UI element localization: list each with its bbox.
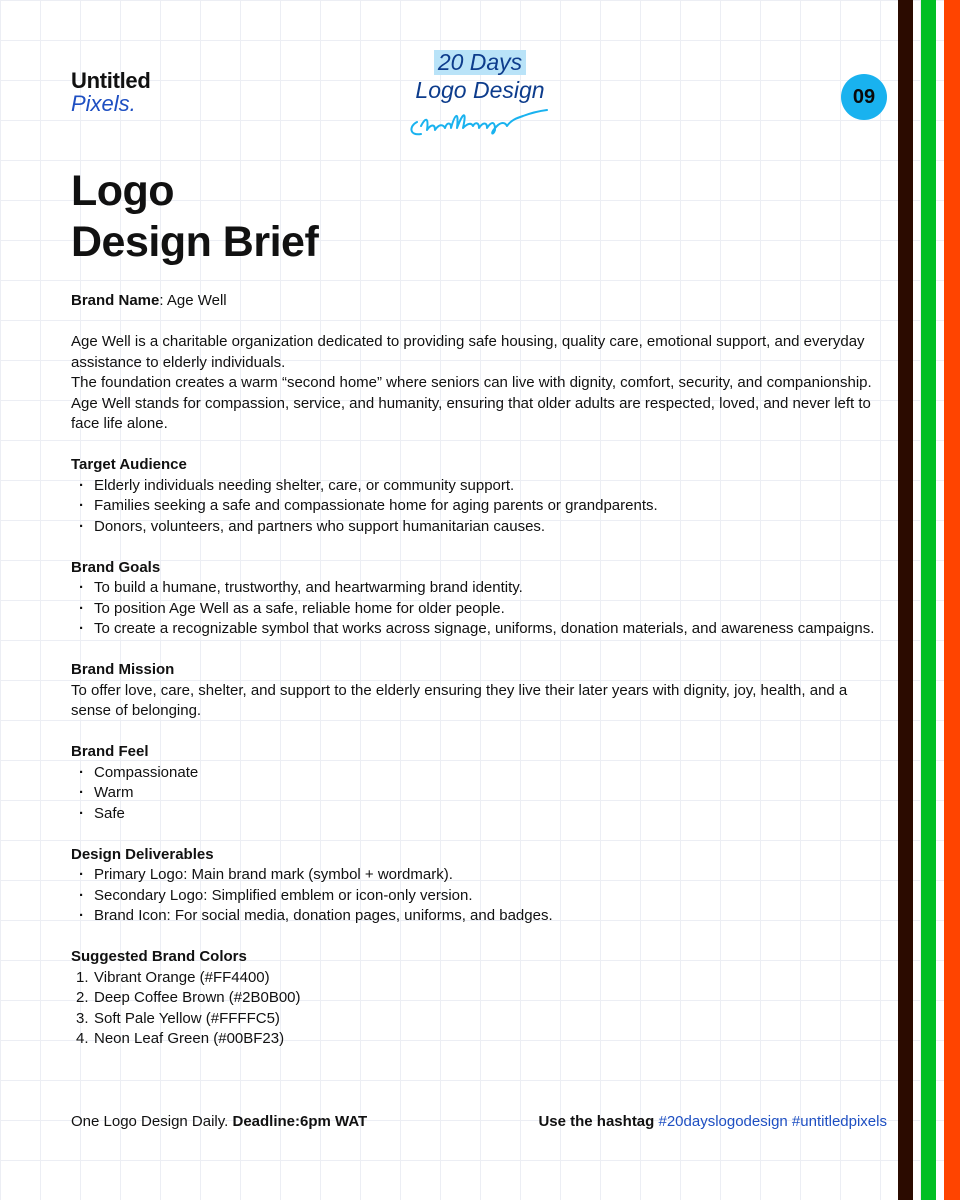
list-item xyxy=(71,1029,886,1050)
brand-name-line xyxy=(71,291,886,312)
intro-paragraph-1: Age Well is a charitable organization dedicated to providing safe housing, quality care, emotional support, and everyday assistance to elderly individuals. xyxy=(71,333,865,371)
list-item: · Warm xyxy=(71,783,886,804)
brand-colors-heading: Suggested Brand Colors xyxy=(71,948,247,965)
list-item: · Donors, volunteers, and partners who support humanitarian causes. xyxy=(71,517,886,538)
brief-content xyxy=(71,291,886,1050)
footer-daily-note xyxy=(71,1113,367,1130)
title-line-2: Design Brief xyxy=(71,218,319,266)
design-deliverables-heading: Design Deliverables xyxy=(71,845,214,863)
target-audience-heading: Target Audience xyxy=(71,456,187,473)
hashtag-label: Use the hashtag xyxy=(538,1113,659,1130)
brand-feel-heading: Brand Feel xyxy=(71,743,149,760)
brand-colors-list xyxy=(71,968,886,1050)
page-title xyxy=(71,166,318,268)
list-item: · To build a humane, trustworthy, and heartwarming brand identity. xyxy=(71,578,886,599)
brand-feel-list xyxy=(71,763,886,825)
list-item: · Brand Icon: For social media, donation pages, uniforms, and badges. xyxy=(71,906,886,927)
untitled-pixels-logo xyxy=(71,70,150,115)
stripe-brown xyxy=(898,0,913,1200)
challenge-logo-design: Logo Design xyxy=(415,77,545,103)
color-label: Neon Leaf Green (#00BF23) xyxy=(94,1030,285,1047)
challenge-script-lettering xyxy=(405,104,555,138)
color-label: Soft Pale Yellow (#FFFFC5) xyxy=(94,1009,280,1027)
logo-line-2: Pixels. xyxy=(71,91,136,116)
list-item xyxy=(71,988,886,1009)
list-item: · Families seeking a safe and compassionate home for aging parents or grandparents. xyxy=(71,496,886,517)
list-item: · Compassionate xyxy=(71,763,886,784)
stripe-gap xyxy=(913,0,921,1200)
brand-name-label: Brand Name xyxy=(71,292,160,309)
intro-paragraph-2: The foundation creates a warm “second home” where seniors can live with dignity, comfort, security, and companionship. xyxy=(71,374,872,391)
brand-name-value: Age Well xyxy=(166,292,227,309)
logo-line-1: Untitled xyxy=(71,68,151,93)
list-item xyxy=(71,968,886,989)
color-label: Vibrant Orange (#FF4400) xyxy=(94,968,270,986)
footer-hashtags xyxy=(538,1113,887,1130)
stripe-gap xyxy=(936,0,944,1200)
list-item: · Safe xyxy=(71,804,886,825)
list-number: 1. xyxy=(76,968,89,986)
stripe-orange xyxy=(944,0,960,1200)
challenge-days: 20 Days xyxy=(434,50,526,75)
brand-mission-heading: Brand Mission xyxy=(71,661,175,678)
brand-goals-list xyxy=(71,578,886,640)
title-line-1: Logo xyxy=(71,167,175,215)
brand-color-stripes xyxy=(898,0,960,1200)
list-number: 2. xyxy=(76,989,89,1006)
target-audience-list xyxy=(71,476,886,538)
stripe-green xyxy=(921,0,936,1200)
brand-goals-heading: Brand Goals xyxy=(71,558,161,576)
list-number: 3. xyxy=(76,1009,89,1027)
intro-paragraph-3: Age Well stands for compassion, service, and humanity, ensuring that older adults are respected, loved, and never left to face life alone. xyxy=(71,394,871,432)
footer-deadline: Deadline:6pm WAT xyxy=(232,1113,368,1130)
challenge-heading xyxy=(395,50,565,138)
list-item: · Secondary Logo: Simplified emblem or icon-only version. xyxy=(71,886,886,907)
hashtag-links[interactable]: #20dayslogodesign #untitledpixels xyxy=(658,1113,887,1130)
list-item: · Primary Logo: Main brand mark (symbol + wordmark). xyxy=(71,865,886,886)
day-number-badge: 09 xyxy=(841,74,887,120)
list-item: · To position Age Well as a safe, reliable home for older people. xyxy=(71,599,886,620)
brand-mission-text: To offer love, care, shelter, and support to the elderly ensuring they live their later years with dignity, joy, health, and a sense of belonging. xyxy=(71,681,848,719)
list-item: · To create a recognizable symbol that works across signage, uniforms, donation materials, and awareness campaigns. xyxy=(71,619,886,640)
brand-name-separator: : xyxy=(159,292,167,309)
color-label: Deep Coffee Brown (#2B0B00) xyxy=(94,989,301,1006)
list-item: · Elderly individuals needing shelter, care, or community support. xyxy=(71,476,886,497)
list-number: 4. xyxy=(76,1030,89,1047)
footer-daily-text: One Logo Design Daily. xyxy=(71,1113,233,1130)
design-deliverables-list xyxy=(71,865,886,927)
list-item xyxy=(71,1009,886,1030)
